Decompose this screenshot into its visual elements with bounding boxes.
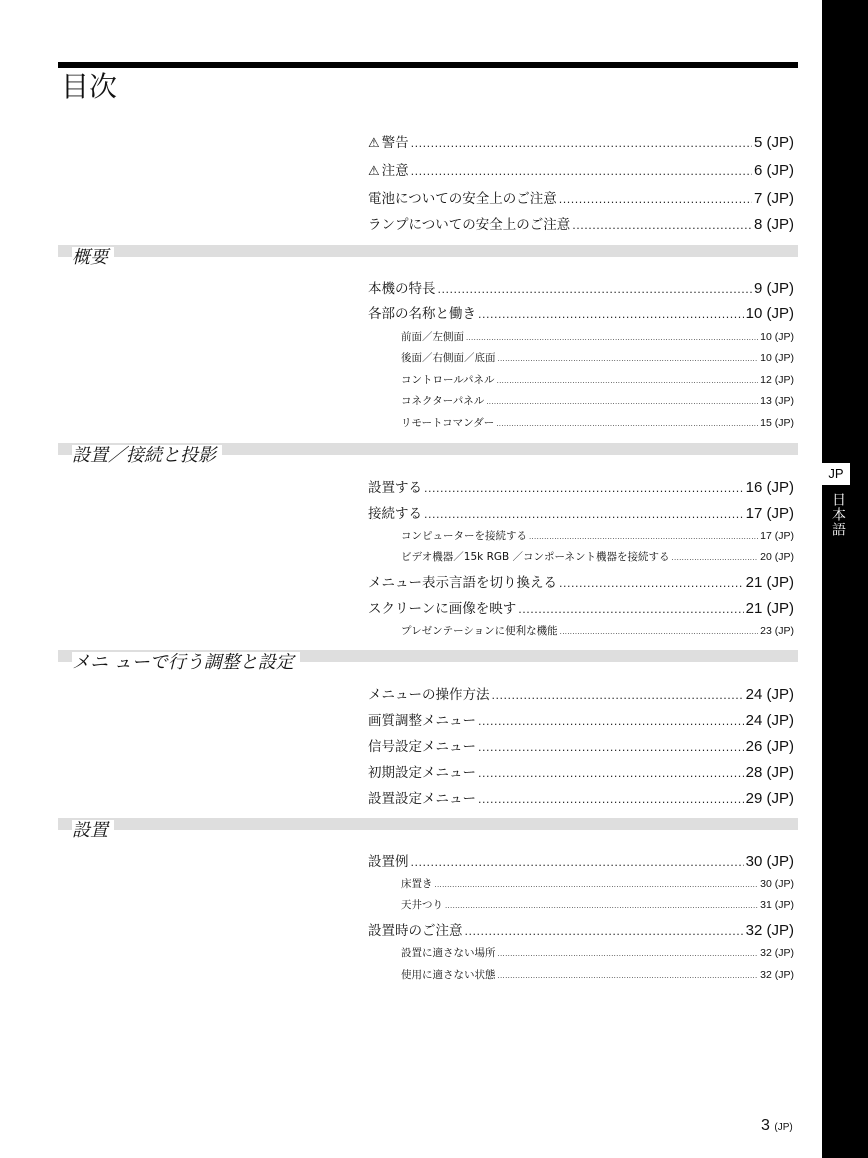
toc-subentry[interactable] — [401, 393, 794, 408]
toc-entry-caution[interactable] — [368, 159, 794, 179]
toc-entry-page: 30 (JP) — [745, 853, 794, 870]
leader-dots — [498, 972, 759, 980]
toc-entry-title: メニュー表示言語を切り換える — [368, 575, 557, 591]
toc-entry[interactable] — [368, 709, 794, 729]
toc-entry-title: コントロールパネル — [401, 374, 495, 386]
toc-entry-title: 注意 — [381, 163, 409, 179]
toc-entry-page: 10 (JP) — [760, 352, 794, 364]
leader-dots — [445, 902, 758, 910]
toc-entry-title: 初期設定メニュー — [368, 765, 476, 781]
leader-dots — [478, 715, 744, 728]
leader-dots — [438, 283, 752, 296]
toc-entry-page: 24 (JP) — [745, 686, 794, 703]
leader-dots — [424, 482, 744, 495]
toc-subentry[interactable] — [401, 528, 794, 543]
toc-entry-page: 21 (JP) — [745, 574, 794, 591]
toc-entry-title: 設置例 — [368, 854, 409, 870]
section-heading: 設置／接続と投影 — [72, 445, 222, 467]
toc-entry[interactable] — [368, 919, 794, 939]
toc-entry[interactable] — [368, 502, 794, 522]
toc-entry-page: 20 (JP) — [760, 551, 794, 563]
warning-triangle-icon: ⚠ — [368, 164, 380, 179]
toc-entry-page: 17 (JP) — [760, 530, 794, 542]
toc-entry-title: 後面／右側面／底面 — [401, 352, 496, 364]
toc-entry-title: 設置する — [368, 480, 422, 496]
toc-subentry[interactable] — [401, 329, 794, 344]
leader-dots — [492, 689, 744, 702]
toc-entry[interactable] — [368, 735, 794, 755]
toc-entry-title: 画質調整メニュー — [368, 713, 476, 729]
side-tab — [822, 0, 868, 1158]
toc-subentry[interactable] — [401, 350, 794, 365]
toc-entry-page: 12 (JP) — [760, 374, 794, 386]
toc-entry[interactable] — [368, 213, 794, 233]
warning-triangle-icon: ⚠ — [368, 136, 380, 151]
toc-entry-page: 6 (JP) — [753, 162, 794, 179]
toc-entry-title: スクリーンに画像を映す — [368, 601, 517, 617]
toc-subentry[interactable] — [401, 967, 794, 982]
leader-dots — [411, 165, 752, 178]
section-band — [58, 818, 798, 830]
toc-entry-page: 5 (JP) — [753, 134, 794, 151]
toc-entry-warning[interactable] — [368, 131, 794, 151]
section-band — [58, 245, 798, 257]
leader-dots — [486, 398, 758, 406]
toc-entry-title: 設置設定メニュー — [368, 791, 476, 807]
toc-entry-page: 7 (JP) — [753, 190, 794, 207]
toc-entry-title: 信号設定メニュー — [368, 739, 476, 755]
toc-entry-page: 10 (JP) — [745, 305, 794, 322]
toc-entry-page: 32 (JP) — [745, 922, 794, 939]
toc-entry-page: 13 (JP) — [760, 395, 794, 407]
toc-subentry[interactable] — [401, 876, 794, 891]
leader-dots — [560, 628, 758, 636]
toc-entry[interactable] — [368, 850, 794, 870]
leader-dots — [498, 950, 759, 958]
leader-dots — [672, 554, 759, 562]
leader-dots — [559, 193, 752, 206]
toc-entry-title: 電池についての安全上のご注意 — [368, 191, 557, 207]
toc-entry-page: 24 (JP) — [745, 712, 794, 729]
toc-entry[interactable] — [368, 683, 794, 703]
side-tab-language: 日本語 — [830, 492, 846, 537]
toc-entry[interactable] — [368, 277, 794, 297]
toc-entry-title: 使用に適さない状態 — [401, 969, 496, 981]
toc-entry-page: 21 (JP) — [745, 600, 794, 617]
toc-entry-page: 28 (JP) — [745, 764, 794, 781]
toc-entry-page: 17 (JP) — [745, 505, 794, 522]
toc-entry-title: 設置に適さない場所 — [401, 947, 496, 959]
toc-entry-page: 9 (JP) — [753, 280, 794, 297]
toc-entry-title: 警告 — [381, 135, 409, 151]
toc-entry-title: 接続する — [368, 506, 422, 522]
page-number-suffix: (JP) — [774, 1122, 793, 1133]
side-tab-code: JP — [822, 463, 850, 485]
toc-entry-title: コンピューターを接続する — [401, 530, 527, 542]
toc-entry-page: 32 (JP) — [760, 969, 794, 981]
section-heading: メニ ューで行う調整と設定 — [72, 652, 300, 674]
page-title: 目次 — [61, 70, 118, 103]
toc-entry-title: ランプについての安全上のご注意 — [368, 217, 571, 233]
toc-entry[interactable] — [368, 302, 794, 322]
toc-entry-page: 23 (JP) — [760, 625, 794, 637]
toc-entry[interactable] — [368, 476, 794, 496]
leader-dots — [411, 856, 744, 869]
toc-entry-page: 31 (JP) — [760, 899, 794, 911]
toc-entry-page: 16 (JP) — [745, 479, 794, 496]
toc-entry-title: 前面／左側面 — [401, 331, 464, 343]
toc-entry[interactable] — [368, 761, 794, 781]
toc-subentry[interactable] — [401, 623, 794, 638]
toc-entry-title: ビデオ機器／15k RGB ／コンポーネント機器を接続する — [401, 551, 670, 563]
title-rule — [58, 62, 798, 68]
toc-entry-page: 26 (JP) — [745, 738, 794, 755]
leader-dots — [478, 793, 744, 806]
toc-entry-page: 30 (JP) — [760, 878, 794, 890]
leader-dots — [559, 577, 744, 590]
toc-entry[interactable] — [368, 187, 794, 207]
leader-dots — [518, 603, 743, 616]
toc-entry-title: 各部の名称と働き — [368, 306, 476, 322]
leader-dots — [478, 767, 744, 780]
toc-entry-page: 10 (JP) — [760, 331, 794, 343]
toc-entry-title: 本機の特長 — [368, 281, 436, 297]
toc-entry-page: 32 (JP) — [760, 947, 794, 959]
leader-dots — [572, 219, 752, 232]
section-heading: 概要 — [72, 247, 114, 269]
leader-dots — [478, 308, 744, 321]
toc-entry[interactable] — [368, 787, 794, 807]
leader-dots — [496, 420, 758, 428]
page-number-value: 3 — [761, 1117, 770, 1134]
section-heading: 設置 — [72, 820, 114, 842]
toc-subentry[interactable] — [401, 372, 794, 387]
toc-subentry[interactable] — [401, 549, 794, 564]
toc-entry-title: 設置時のご注意 — [368, 923, 463, 939]
toc-entry-page: 8 (JP) — [753, 216, 794, 233]
toc-entry-title: メニューの操作方法 — [368, 687, 490, 703]
leader-dots — [497, 377, 759, 385]
leader-dots — [465, 925, 744, 938]
toc-entry[interactable] — [368, 597, 794, 617]
toc-entry-title: コネクターパネル — [401, 395, 485, 407]
page-number — [761, 1117, 793, 1135]
leader-dots — [424, 508, 744, 521]
toc-subentry[interactable] — [401, 897, 794, 912]
leader-dots — [466, 334, 758, 342]
toc-subentry[interactable] — [401, 945, 794, 960]
toc-entry-page: 15 (JP) — [760, 417, 794, 429]
toc-entry-title: 天井つり — [401, 899, 443, 911]
toc-entry-title: リモートコマンダー — [401, 417, 495, 429]
leader-dots — [478, 741, 744, 754]
leader-dots — [435, 881, 759, 889]
toc-entry-title: 床置き — [401, 878, 433, 890]
toc-entry[interactable] — [368, 571, 794, 591]
toc-subentry[interactable] — [401, 415, 794, 430]
leader-dots — [411, 137, 752, 150]
leader-dots — [498, 355, 759, 363]
leader-dots — [529, 533, 758, 541]
toc-entry-title: プレゼンテーションに便利な機能 — [401, 625, 558, 637]
toc-entry-page: 29 (JP) — [745, 790, 794, 807]
